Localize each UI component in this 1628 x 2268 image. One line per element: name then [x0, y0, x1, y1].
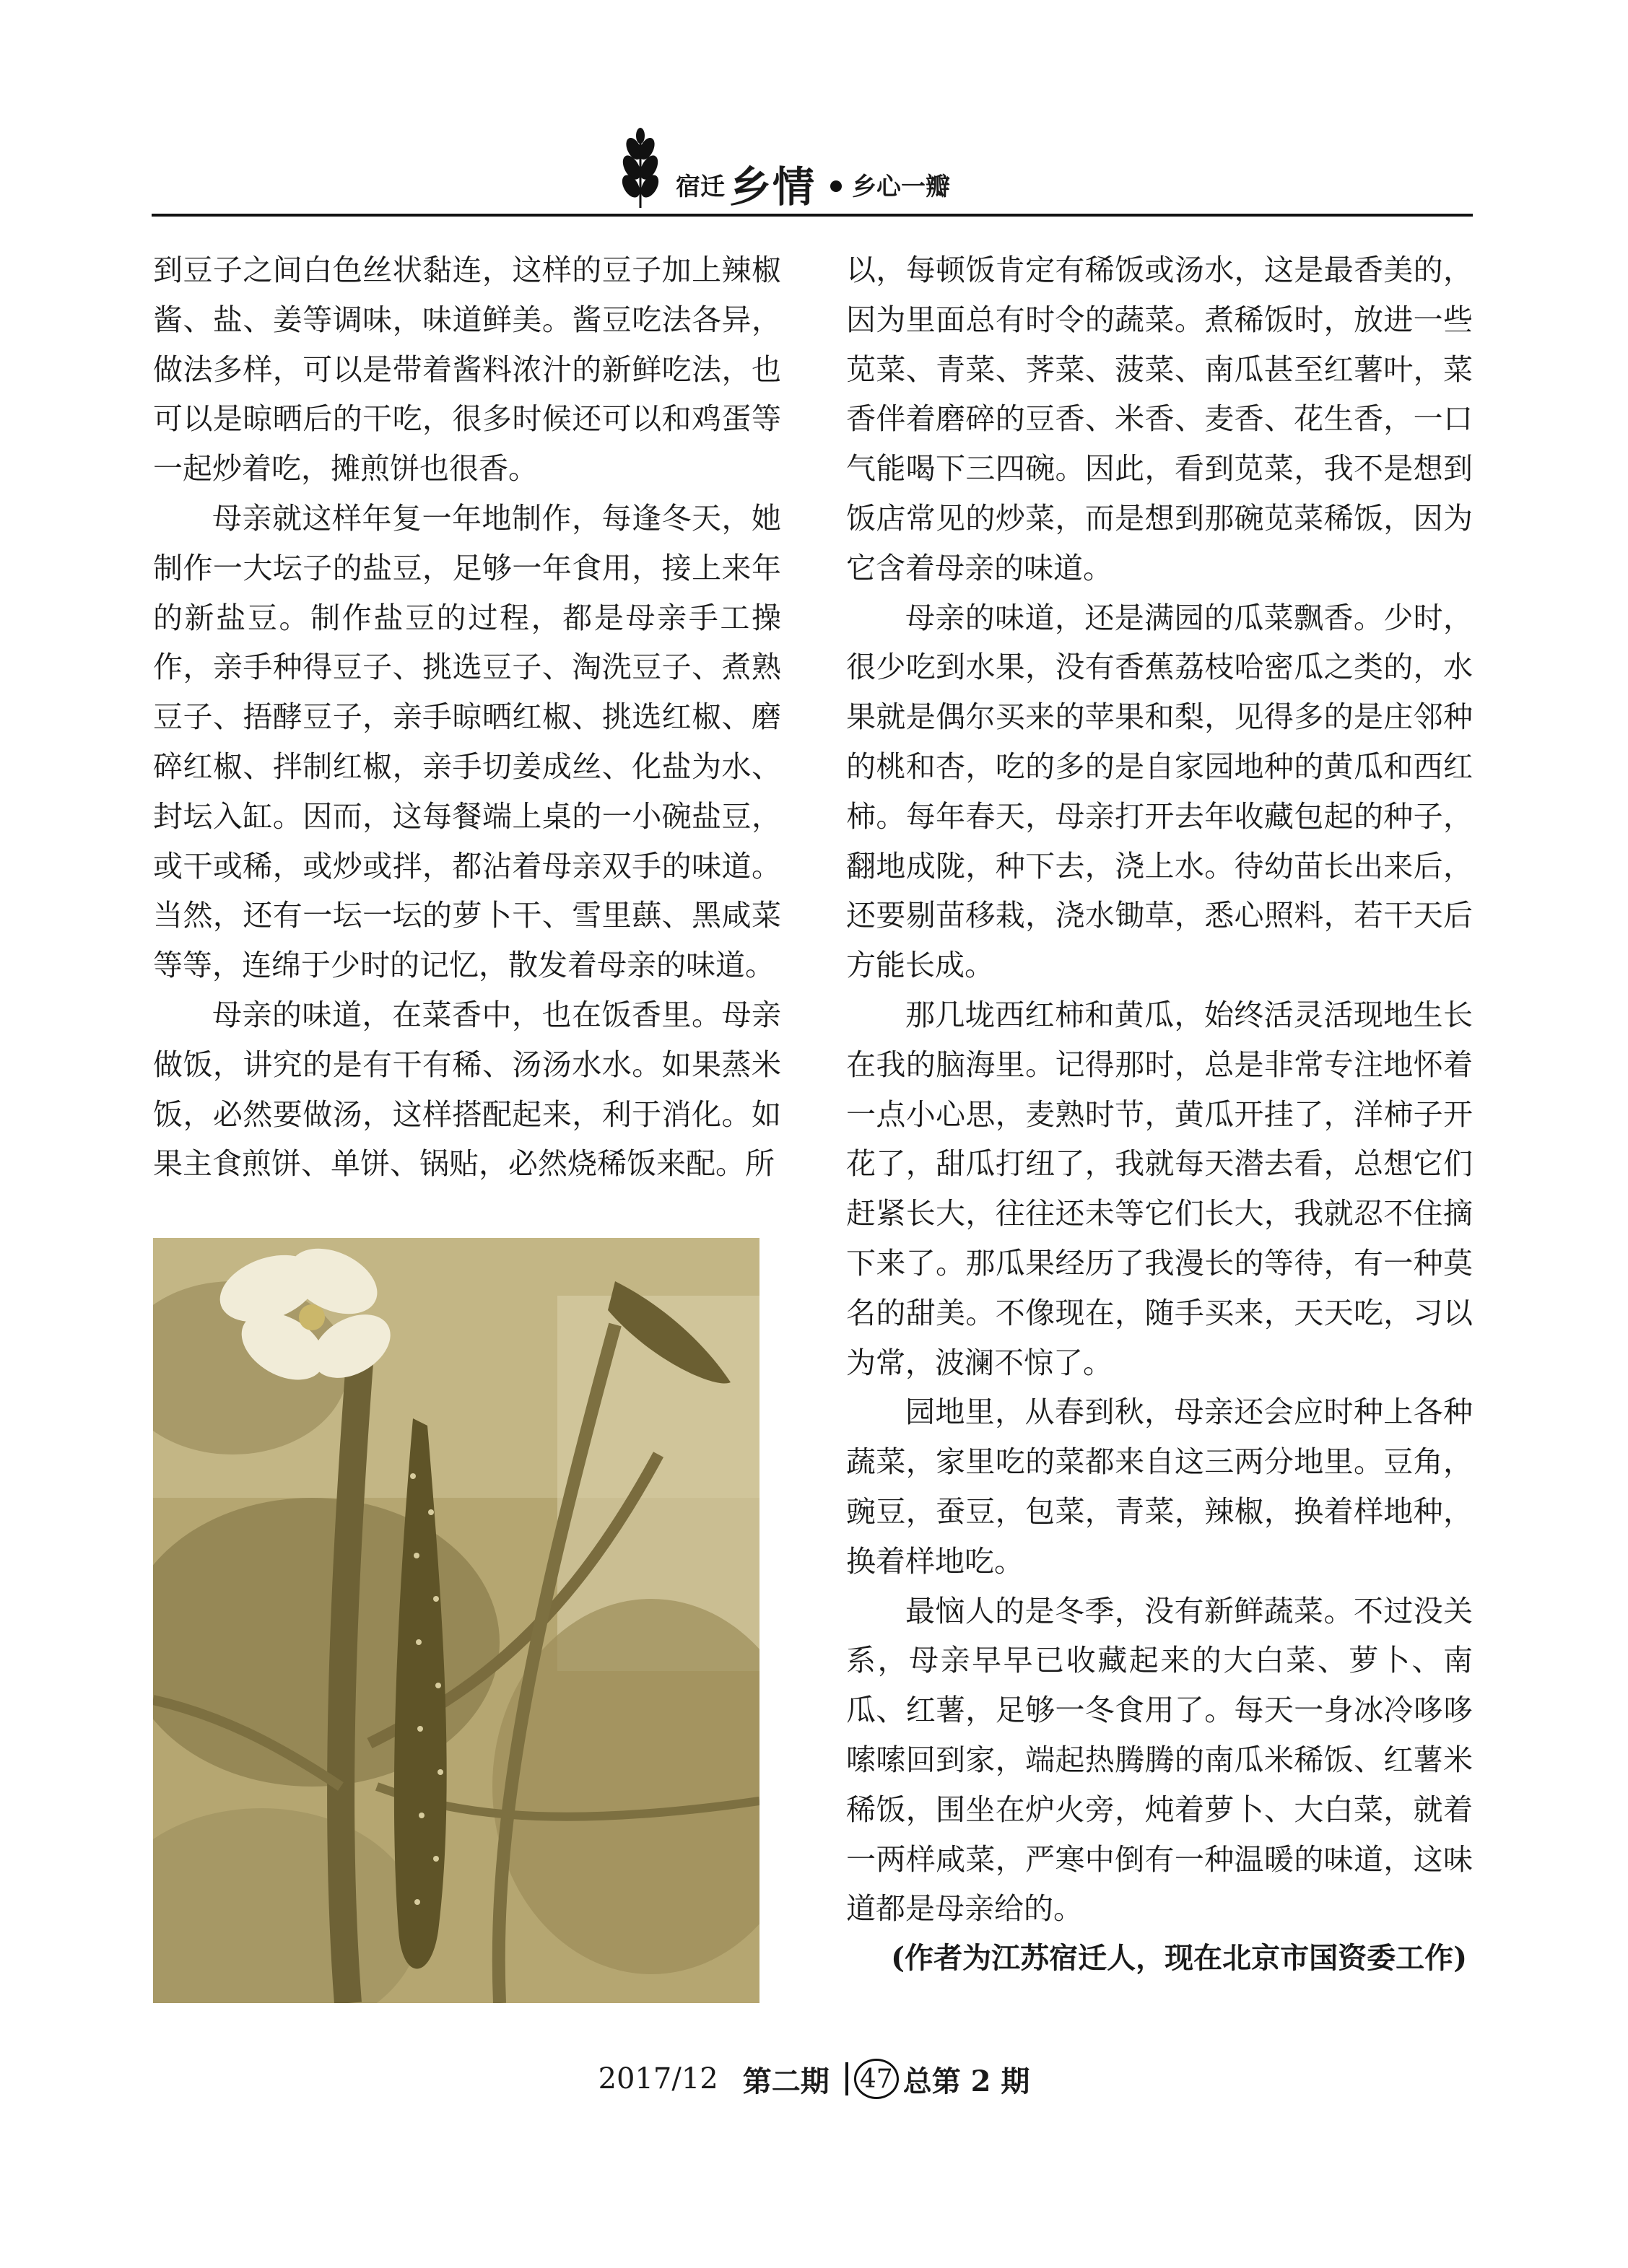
paragraph: 母亲的味道，在菜香中，也在饭香里。母亲做饭，讲究的是有干有稀、汤汤水水。如果蒸米饭，必然要做汤，这样搭配起来，利于消化。如果主食煎饼、单饼、锅贴，必然烧稀饭来配。所 [153, 997, 781, 1182]
author-note: (作者为江苏宿迁人，现在北京市国资委工作) [891, 1941, 1467, 1976]
paragraph: 到豆子之间白色丝状黏连，这样的豆子加上辣椒酱、盐、姜等调味，味道鲜美。酱豆吃法各异，做法多样，可以是带着酱料浓汁的新鲜吃法，也可以是晾晒后的干吃，很多时候还可以和鸡蛋等一起炒着吃，摊煎饼也很香。 [153, 253, 781, 487]
bullet-dot-icon [830, 180, 842, 192]
right-column [846, 245, 1473, 1984]
magazine-brand [676, 144, 950, 209]
wheat-ear-icon [614, 127, 667, 211]
header-rule [152, 214, 1473, 217]
footer-divider [845, 2062, 848, 2095]
cucumber-plant-image [153, 1238, 759, 2003]
column-name: 乡心一瓣 [852, 173, 951, 201]
paragraph: 那几垅西红柿和黄瓜，始终活灵活现地生长在我的脑海里。记得那时，总是非常专注地怀着一点小心思，麦熟时节，黄瓜开挂了，洋柿子开花了，甜瓜打纽了，我就每天潜去看，总想它们赶紧长大，往往还未等它们长大，我就忍不住摘下来了。那瓜果经历了我漫长的等待，有一种莫名的甜美。不像现在，随手买来，天天吃，习以为常，波澜不惊了。 [846, 997, 1473, 1380]
brand-city: 宿迁 [676, 173, 725, 201]
left-column [153, 245, 781, 1189]
paragraph: 母亲就这样年复一年地制作，每逢冬天，她制作一大坛子的盐豆，足够一年食用，接上来年的新盐豆。制作盐豆的过程，都是母亲手工操作，亲手种得豆子、挑选豆子、淘洗豆子、煮熟豆子、捂酵豆子，亲手晾晒红椒、挑选红椒、磨碎红椒、拌制红椒，亲手切姜成丝、化盐为水、封坛入缸。因而，这每餐端上桌的一小碗盐豆，或干或稀，或炒或拌，都沾着母亲双手的味道。当然，还有一坛一坛的萝卜干、雪里蕻、黑咸菜等等，连绵于少时的记忆，散发着母亲的味道。 [153, 500, 781, 983]
page-header [152, 123, 1473, 217]
page-number: 47 [854, 2059, 899, 2099]
issue-date: 2017/12 [598, 2062, 718, 2095]
paragraph: 以，每顿饭肯定有稀饭或汤水，这是最香美的，因为里面总有时令的蔬菜。煮稀饭时，放进一些苋菜、青菜、荠菜、菠菜、南瓜甚至红薯叶，菜香伴着磨碎的豆香、米香、麦香、花生香，一口气能喝下三四碗。因此，看到苋菜，我不是想到饭店常见的炒菜，而是想到那碗苋菜稀饭，因为它含着母亲的味道。 [846, 253, 1473, 585]
issue-label: 第二期 [742, 2064, 830, 2098]
cucumber-photo [153, 1238, 759, 2003]
paragraph: 最恼人的是冬季，没有新鲜蔬菜。不过没关系，母亲早早已收藏起来的大白菜、萝卜、南瓜、红薯，足够一冬食用了。每天一身冰冷哆哆嗦嗦回到家，端起热腾腾的南瓜米稀饭、红薯米稀饭，围坐在炉火旁，炖着萝卜、大白菜，就着一两样咸菜，严寒中倒有一种温暖的味道，这味道都是母亲给的。 [846, 1593, 1473, 1927]
page-footer [0, 2050, 1628, 2108]
paragraph: 园地里，从春到秋，母亲还会应时种上各种蔬菜，家里吃的菜都来自这三两分地里。豆角，豌豆，蚕豆，包菜，青菜，辣椒，换着样地种，换着样地吃。 [846, 1395, 1473, 1579]
paragraph: 母亲的味道，还是满园的瓜菜飘香。少时，很少吃到水果，没有香蕉荔枝哈密瓜之类的，水果就是偶尔买来的苹果和梨，见得多的是庄邻种的桃和杏，吃的多的是自家园地种的黄瓜和西红柿。每年春天，母亲打开去年收藏包起的种子，翻地成陇，种下去，浇上水。待幼苗长出来后，还要剔苗移栽，浇水锄草，悉心照料，若干天后方能长成。 [846, 600, 1473, 983]
total-issue: 总第 2 期 [902, 2064, 1030, 2098]
brand-title: 乡情 [729, 162, 817, 211]
